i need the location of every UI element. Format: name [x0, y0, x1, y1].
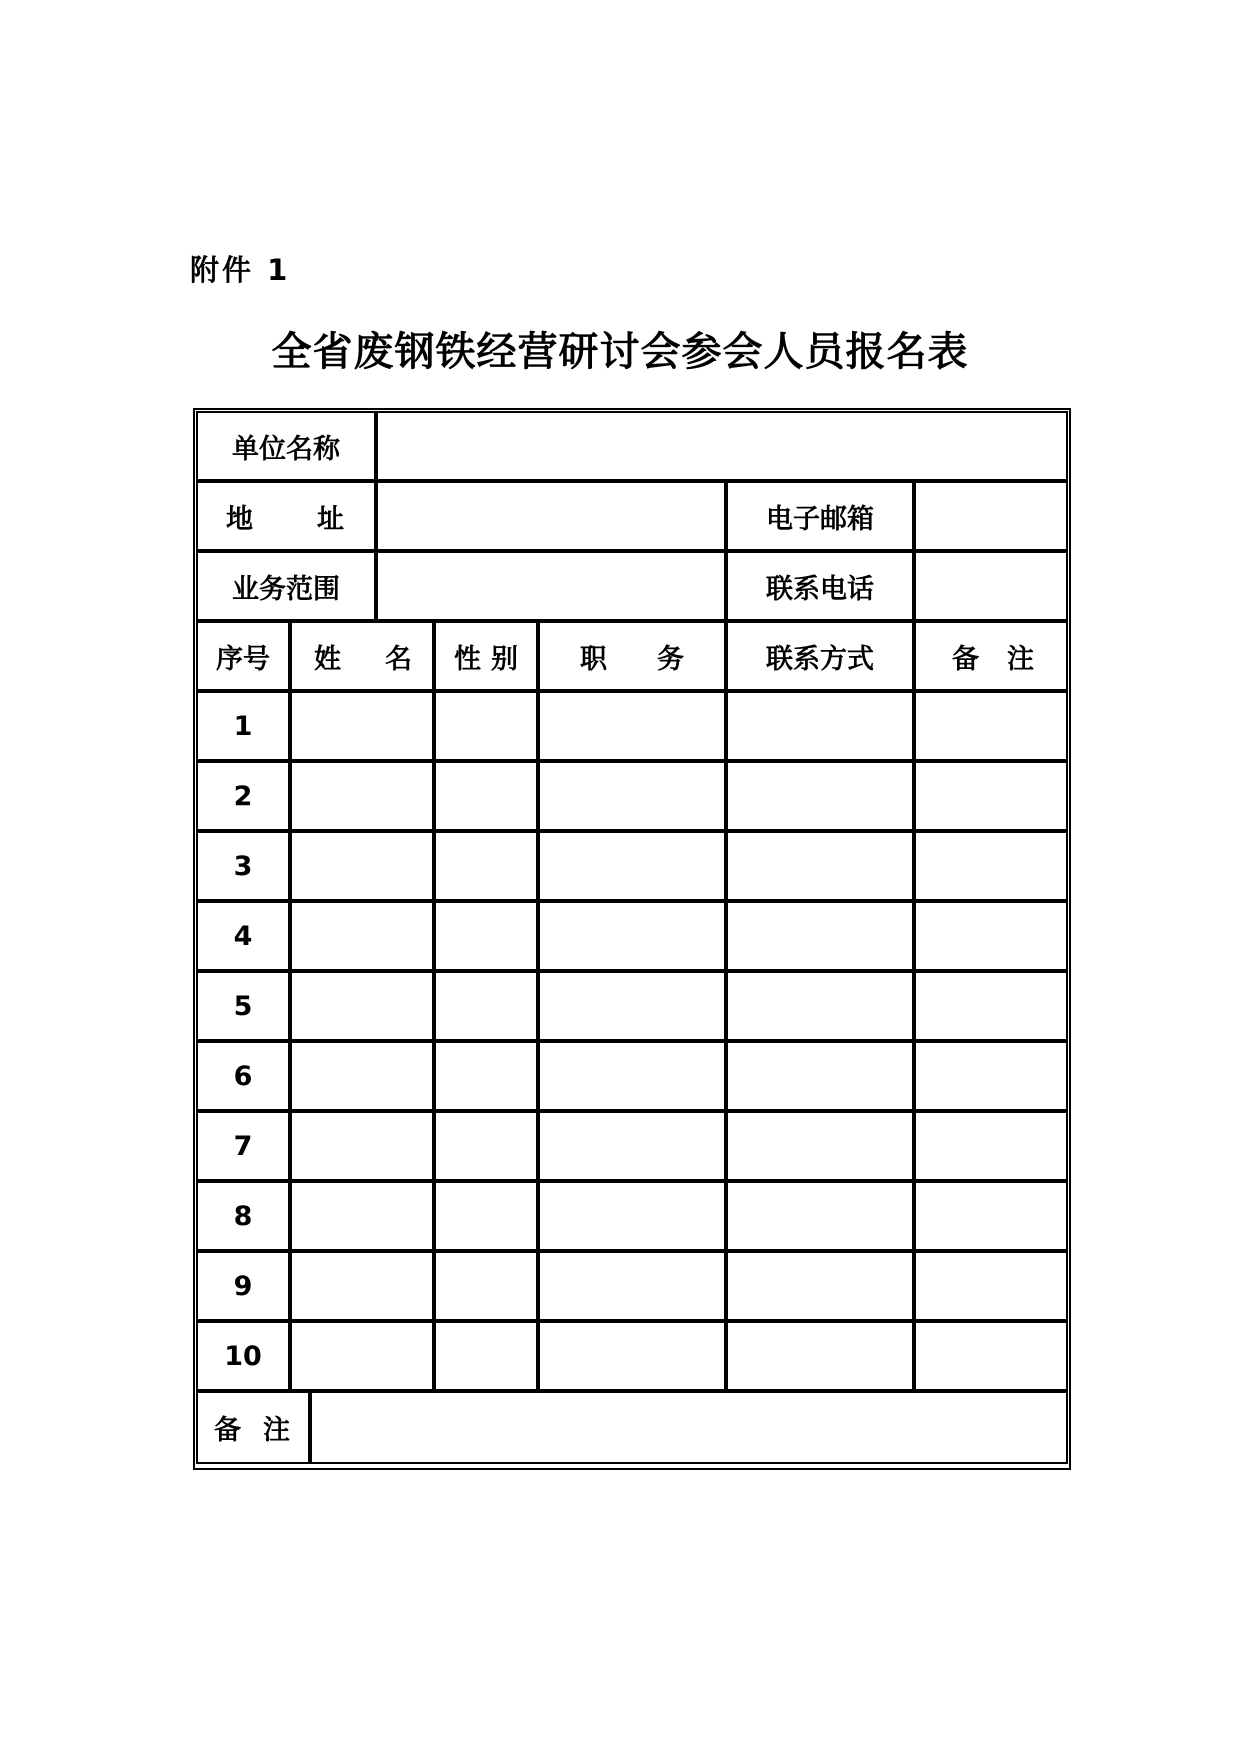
- header-note-char-1: 备: [952, 643, 979, 675]
- row-name-cell[interactable]: [290, 761, 434, 831]
- header-note-char-2: 注: [1007, 643, 1034, 675]
- row-name-cell[interactable]: [290, 1251, 434, 1321]
- header-gender-char-1: 性: [454, 643, 481, 675]
- header-gender: [434, 621, 538, 691]
- address-field[interactable]: [376, 481, 726, 551]
- row-contact-cell[interactable]: [726, 1111, 914, 1181]
- row-name-cell[interactable]: [290, 1321, 434, 1391]
- row-position-cell[interactable]: [538, 1111, 726, 1181]
- address-label-char-2: 址: [317, 503, 344, 535]
- row-note-cell[interactable]: [914, 1111, 1068, 1181]
- row-contact-cell[interactable]: [726, 901, 914, 971]
- row-position-cell[interactable]: [538, 831, 726, 901]
- row-note-cell[interactable]: [914, 901, 1068, 971]
- row-note-cell[interactable]: [914, 761, 1068, 831]
- remarks-label-char-1: 备: [214, 1415, 241, 1446]
- row-gender-cell[interactable]: [434, 1321, 538, 1391]
- row-index: 4: [196, 901, 290, 971]
- remarks-label-char-2: 注: [263, 1415, 290, 1446]
- header-position-char-2: 务: [657, 643, 684, 675]
- unit-name-field[interactable]: [376, 411, 1068, 481]
- row-contact-cell[interactable]: [726, 761, 914, 831]
- row-contact-cell[interactable]: [726, 1251, 914, 1321]
- row-note-cell[interactable]: [914, 1181, 1068, 1251]
- row-contact-cell[interactable]: [726, 1041, 914, 1111]
- row-note-cell[interactable]: [914, 971, 1068, 1041]
- row-name-cell[interactable]: [290, 691, 434, 761]
- row-index: 7: [196, 1111, 290, 1181]
- page-title: 全省废钢铁经营研讨会参会人员报名表: [271, 328, 969, 375]
- phone-field[interactable]: [914, 551, 1068, 621]
- row-name-cell[interactable]: [290, 831, 434, 901]
- business-scope-field[interactable]: [376, 551, 726, 621]
- row-position-cell[interactable]: [538, 1321, 726, 1391]
- address-label-char-1: 地: [226, 503, 253, 535]
- row-name-cell[interactable]: [290, 1181, 434, 1251]
- header-note: [914, 621, 1068, 691]
- email-field[interactable]: [914, 481, 1068, 551]
- row-name-cell[interactable]: [290, 901, 434, 971]
- row-name-cell[interactable]: [290, 971, 434, 1041]
- row-position-cell[interactable]: [538, 1181, 726, 1251]
- email-label: 电子邮箱: [726, 481, 914, 551]
- row-note-cell[interactable]: [914, 691, 1068, 761]
- row-contact-cell[interactable]: [726, 1321, 914, 1391]
- row-gender-cell[interactable]: [434, 691, 538, 761]
- address-label: [196, 481, 376, 551]
- row-index: 9: [196, 1251, 290, 1321]
- row-position-cell[interactable]: [538, 1251, 726, 1321]
- row-gender-cell[interactable]: [434, 971, 538, 1041]
- row-contact-cell[interactable]: [726, 971, 914, 1041]
- row-note-cell[interactable]: [914, 1041, 1068, 1111]
- row-note-cell[interactable]: [914, 831, 1068, 901]
- row-gender-cell[interactable]: [434, 1041, 538, 1111]
- row-gender-cell[interactable]: [434, 1181, 538, 1251]
- row-name-cell[interactable]: [290, 1111, 434, 1181]
- row-position-cell[interactable]: [538, 901, 726, 971]
- row-position-cell[interactable]: [538, 691, 726, 761]
- row-position-cell[interactable]: [538, 1041, 726, 1111]
- header-contact: 联系方式: [726, 621, 914, 691]
- row-note-cell[interactable]: [914, 1321, 1068, 1391]
- row-gender-cell[interactable]: [434, 901, 538, 971]
- row-gender-cell[interactable]: [434, 761, 538, 831]
- row-index: 1: [196, 691, 290, 761]
- row-name-cell[interactable]: [290, 1041, 434, 1111]
- header-name-char-1: 姓: [314, 643, 341, 675]
- row-note-cell[interactable]: [914, 1251, 1068, 1321]
- row-index: 10: [196, 1321, 290, 1391]
- row-index: 2: [196, 761, 290, 831]
- header-position: [538, 621, 726, 691]
- header-name-char-2: 名: [385, 643, 412, 675]
- row-index: 6: [196, 1041, 290, 1111]
- remarks-field[interactable]: [310, 1391, 1068, 1464]
- row-contact-cell[interactable]: [726, 831, 914, 901]
- remarks-label: [196, 1391, 310, 1464]
- unit-name-label: 单位名称: [196, 411, 376, 481]
- row-gender-cell[interactable]: [434, 1111, 538, 1181]
- row-position-cell[interactable]: [538, 761, 726, 831]
- row-index: 8: [196, 1181, 290, 1251]
- attachment-label: 附件 1: [190, 253, 291, 287]
- header-position-char-1: 职: [580, 643, 607, 675]
- row-gender-cell[interactable]: [434, 1251, 538, 1321]
- row-index: 3: [196, 831, 290, 901]
- header-name: [290, 621, 434, 691]
- row-contact-cell[interactable]: [726, 1181, 914, 1251]
- phone-label: 联系电话: [726, 551, 914, 621]
- row-position-cell[interactable]: [538, 971, 726, 1041]
- row-index: 5: [196, 971, 290, 1041]
- header-gender-char-2: 别: [491, 643, 518, 675]
- row-gender-cell[interactable]: [434, 831, 538, 901]
- business-scope-label: 业务范围: [196, 551, 376, 621]
- header-index: 序号: [196, 621, 290, 691]
- row-contact-cell[interactable]: [726, 691, 914, 761]
